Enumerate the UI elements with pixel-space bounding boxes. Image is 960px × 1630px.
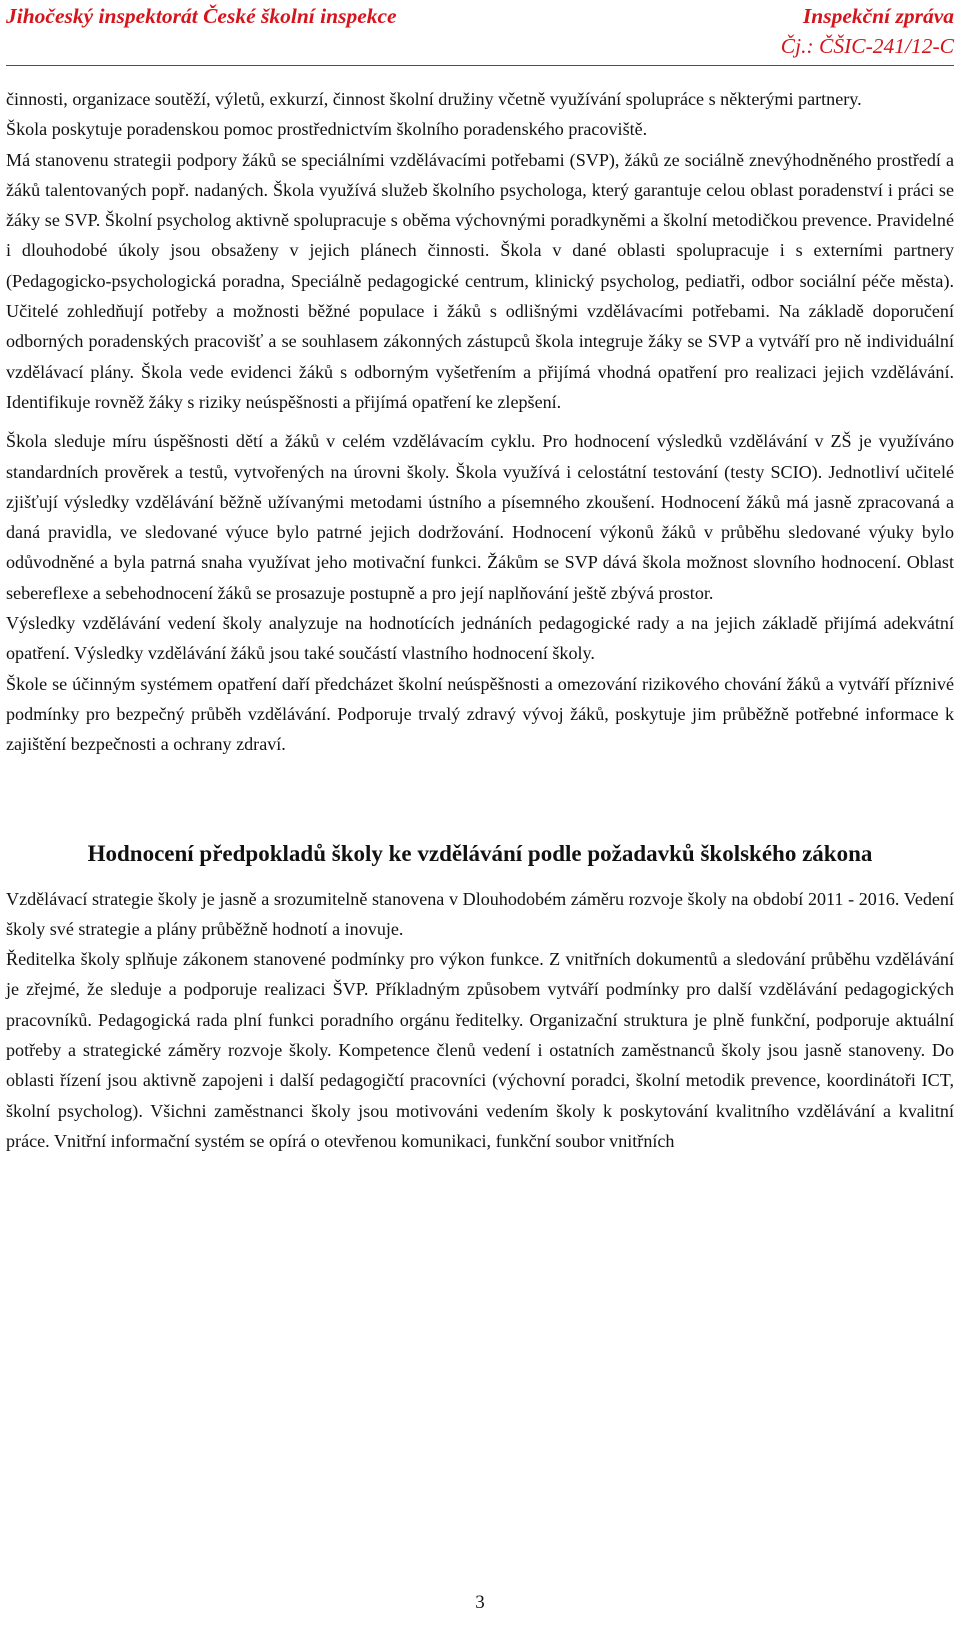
paragraph: Škola poskytuje poradenskou pomoc prostřednictvím školního poradenského pracoviště. [6, 119, 648, 140]
header-report-title: Inspekční zpráva [802, 4, 954, 28]
page-header [6, 2, 954, 64]
page-number: 3 [475, 1592, 485, 1613]
paragraph: Ředitelka školy splňuje zákonem stanovené podmínky pro výkon funkce. Z vnitřních dokumentů a sledování průběhu vzdělávání je zřejmé, že sleduje a podporuje realizaci ŠVP. Příkladným způsobem vytváří podmínky pro další vzdělávání pedagogických pracovníků. Pedagogická rada plní funkci poradního orgánu ředitelky. Organizační struktura je plně funkční, podporuje aktuální potřeby a strategické záměry rozvoje školy. Kompetence členů vedení i ostatních zaměstnanců školy jsou jasně stanoveny. Do oblasti řízení jsou aktivně zapojeni i další pedagogičtí pracovníci (výchovní poradci, školní metodik prevence, koordinátoři ICT, školní psycholog). Všichni zaměstnanci školy jsou motivováni vedením školy k poskytování kvalitního vzdělávání a kvalitní práce. Vnitřní informační systém se opírá o otevřenou komunikaci, funkční soubor vnitřních [6, 949, 954, 1151]
paragraph: Škole se účinným systémem opatření daří předcházet školní neúspěšnosti a omezování rizikového chování žáků a vytváří příznivé podmínky pro bezpečný průběh vzdělávání. Podporuje trvalý zdravý vývoj žáků, poskytuje jim průběžně potřebné informace k zajištění bezpečnosti a ochrany zdraví. [6, 673, 954, 755]
paragraph: činnosti, organizace soutěží, výletů, exkurzí, činnost školní družiny včetně využívání spolupráce s některými partnery. [6, 89, 862, 109]
paragraph-gap [6, 417, 954, 426]
paragraph: Vzdělávací strategie školy je jasně a srozumitelně stanovena v Dlouhodobém záměru rozvoje školy na období 2011 - 2016. Vedení školy své strategie a plány průběžně hodnotí a inovuje. [6, 888, 954, 939]
section-heading: Hodnocení předpokladů školy ke vzdělávání podle požadavků školského zákona [87, 840, 873, 866]
header-inspectorate: Jihočeský inspektorát České školní inspekce [6, 4, 397, 28]
header-rule [6, 65, 954, 66]
header-reference-number: Čj.: ČŠIC-241/12-C [780, 34, 954, 58]
document-body [6, 84, 954, 1156]
paragraph: Má stanovenu strategii podpory žáků se speciálními vzdělávacími potřebami (SVP), žáků ze sociálně znevýhodněného prostředí a žáků talentovaných popř. nadaných. Škola využívá služeb školního psychologa, který garantuje celou oblast poradenství i práci se žáky se SVP. Školní psycholog aktivně spolupracuje s oběma výchovnými poradkyněmi a školní metodičkou prevence. Pravidelné i dlouhodobé úkoly jsou obsaženy v jejich plánech činnosti. Škola v dané oblasti spolupracuje i s externími partnery (Pedagogicko-psychologická poradna, Speciálně pedagogické centrum, klinický psycholog, pediatři, odbor sociální péče města). Učitelé zohledňují potřeby a možnosti běžné populace i žáků s odlišnými vzdělávacími potřebami. Na základě doporučení odborných poradenských pracovišť a se souhlasem zákonných zástupců škola integruje žáky se SVP a vytváří pro ně individuální vzdělávací plány. Škola vede evidenci žáků s odborným vyšetřením a přijímá vhodná opatření pro realizaci jejich vzdělávání. Identifikuje rovněž žáky s riziky neúspěšnosti a přijímá opatření ke zlepšení. [6, 149, 954, 412]
paragraph: Škola sleduje míru úspěšnosti dětí a žáků v celém vzdělávacím cyklu. Pro hodnocení výsledků vzdělávání v ZŠ je využíváno standardních prověrek a testů, vytvořených na úrovni školy. Škola využívá i celostátní testování (testy SCIO). Jednotliví učitelé zjišťují výsledky vzdělávání běžně užívanými metodami ústního a písemného zkoušení. Hodnocení žáků má jasně zpracovaná a daná pravidla, ve sledované výuce bylo patrné jejich dodržování. Hodnocení výkonů žáků v průběhu sledované výuky bylo odůvodněné a byla patrná snaha využívat jeho motivační funkci. Žákům se SVP dává škola možnost slovního hodnocení. Oblast sebereflexe a sebehodnocení žáků se prosazuje postupně a pro její naplňování ještě zbývá prostor. [6, 431, 954, 603]
paragraph: Výsledky vzdělávání vedení školy analyzuje na hodnotících jednáních pedagogické rady a na jejich základě přijímá adekvátní opatření. Výsledky vzdělávání žáků jsou také součástí vlastního hodnocení školy. [6, 613, 954, 664]
